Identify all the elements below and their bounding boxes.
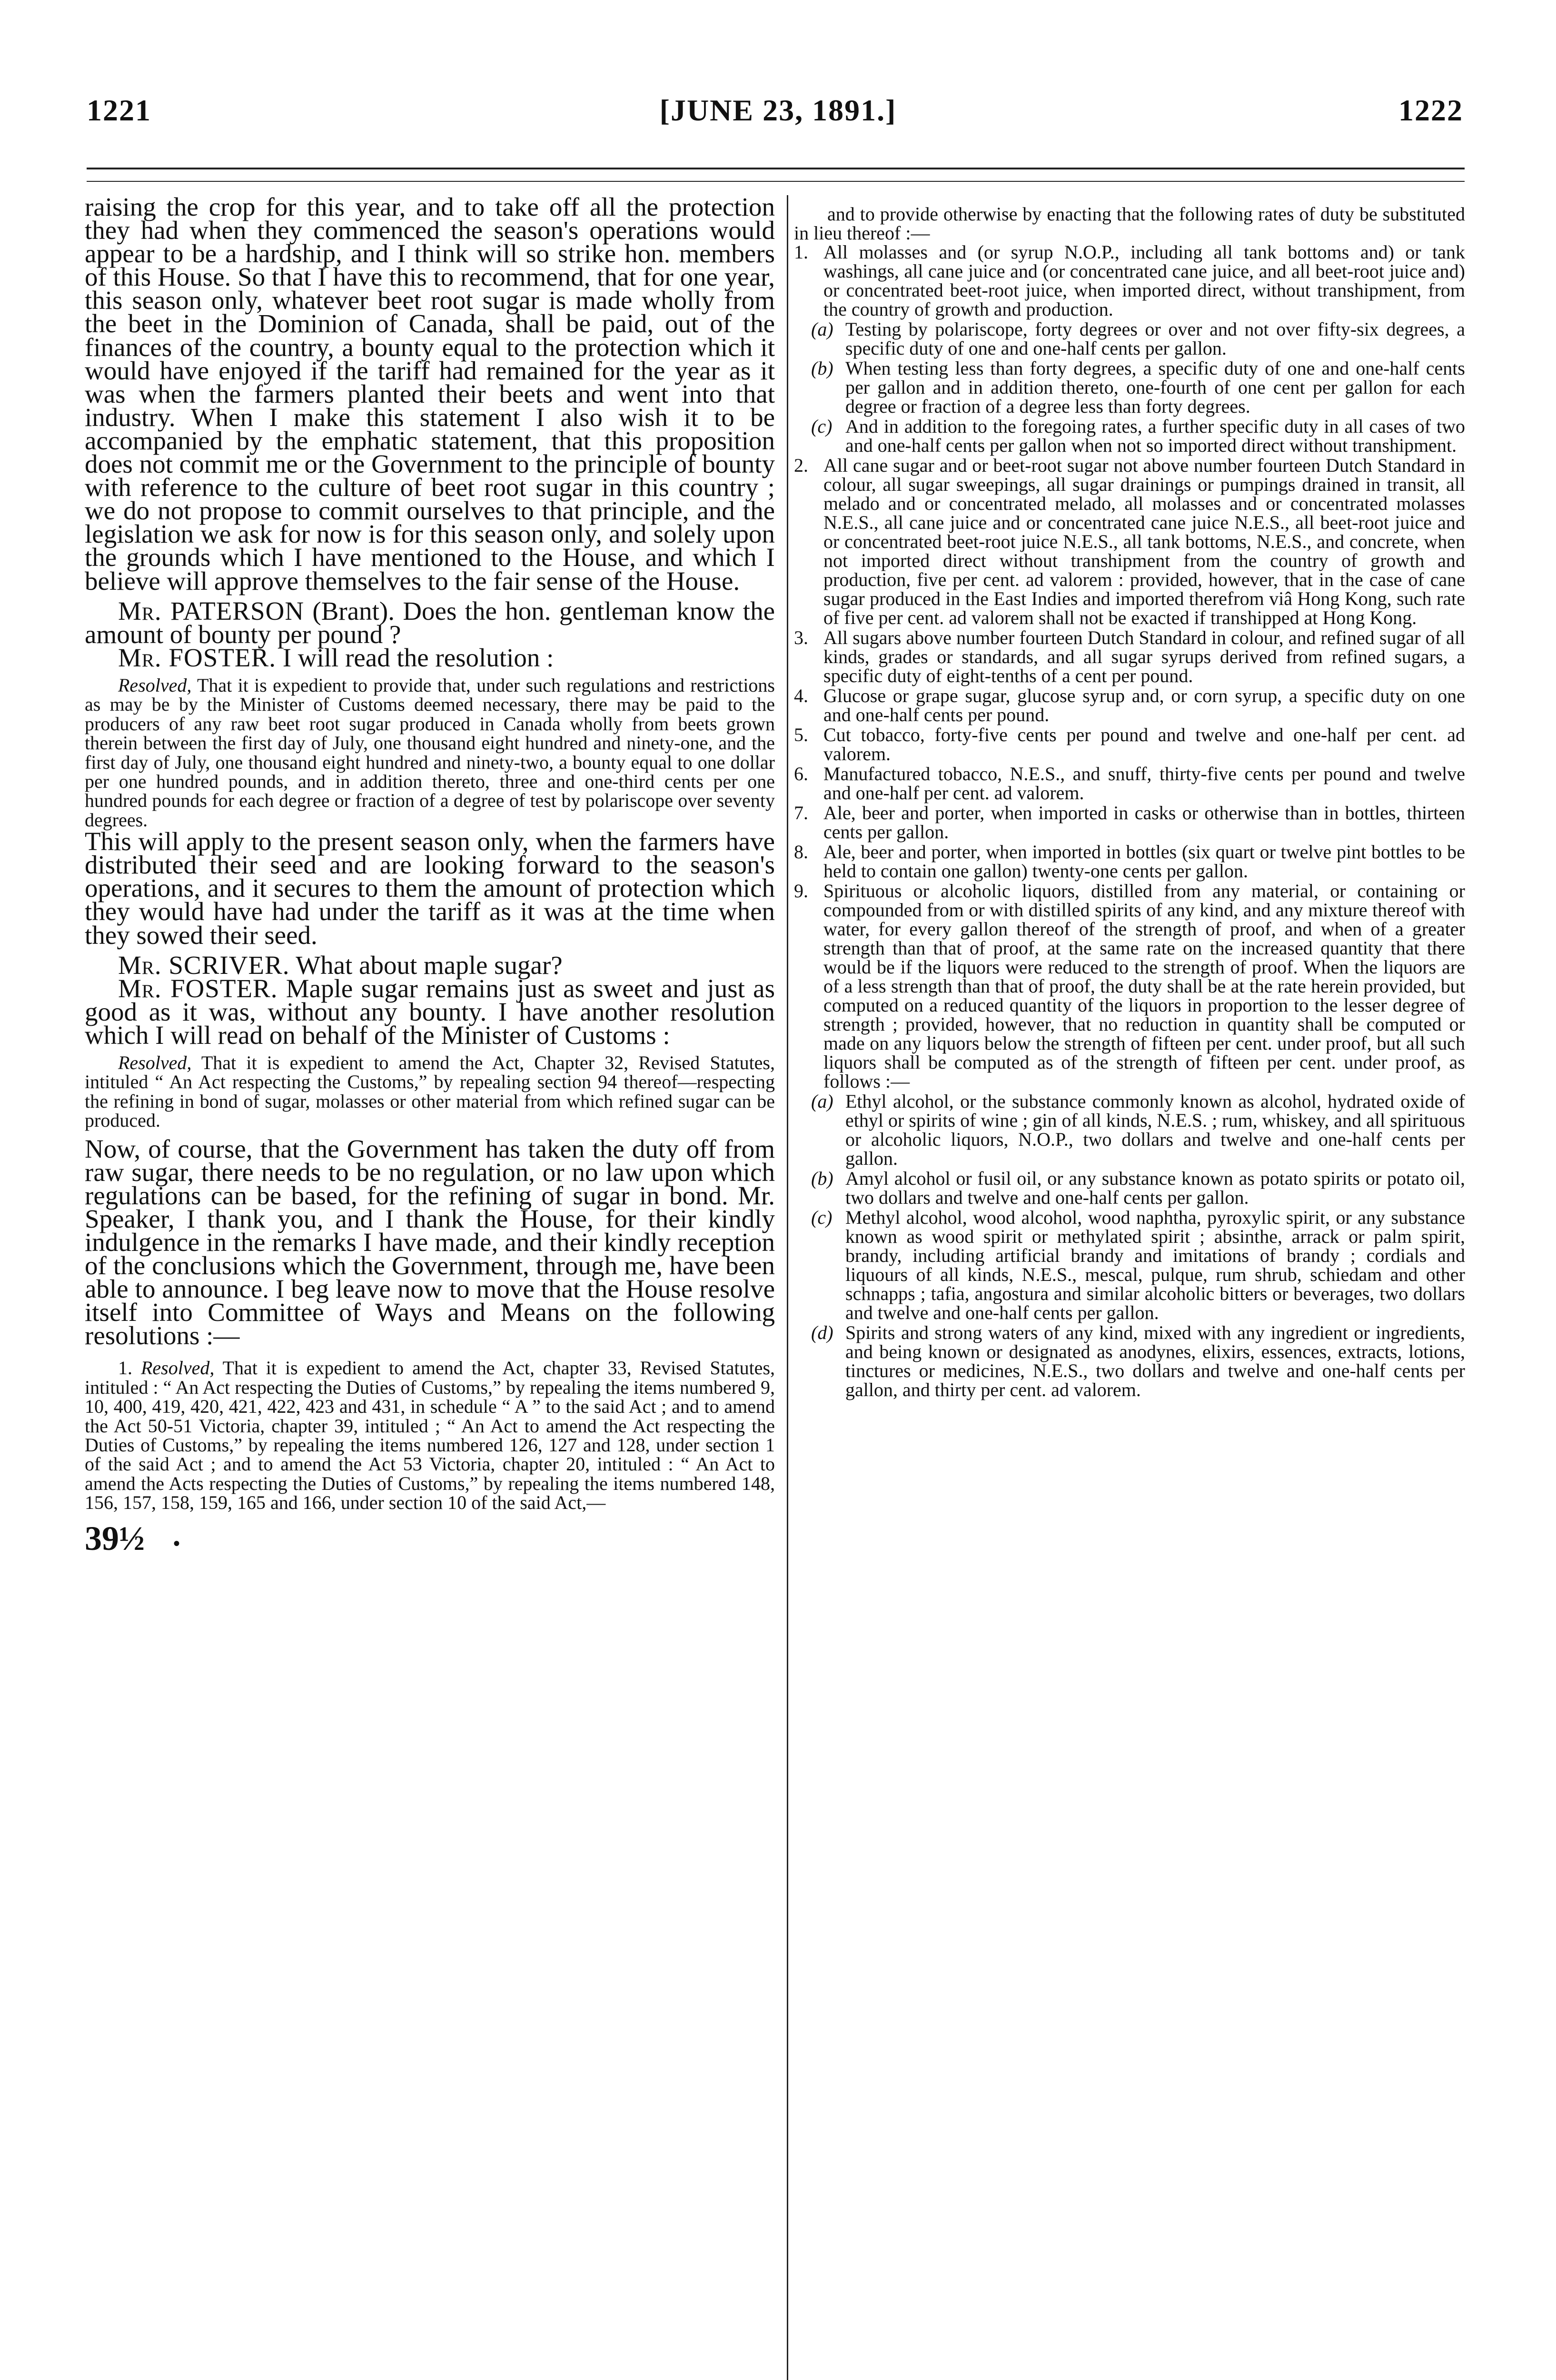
- speech-text: Maple sugar remains just as sweet and just as good as it was, without any bounty. I have another resolution which I will read on behalf of the Minister of Customs :: [85, 973, 775, 1050]
- resolution-bounty: [85, 676, 775, 830]
- resolution-customs-duties: [85, 1359, 775, 1512]
- speech-text: I will read the resolution :: [282, 643, 554, 672]
- header-rule-thin: [87, 181, 1465, 182]
- schedule-item: [794, 686, 1465, 724]
- item-number: (d): [811, 1322, 833, 1343]
- speaker-name: Mr. SCRIVER.: [118, 950, 290, 980]
- resolution-label: Resolved,: [118, 674, 192, 696]
- item-number: 3.: [794, 627, 808, 648]
- item-number: 4.: [794, 685, 808, 706]
- resolution-label: Resolved,: [118, 1051, 192, 1073]
- paragraph-bounty-proposal: raising the crop for this year, and to take off all the protection they had when they commenced the season's operations would appear to be a hardship, and I think will so strike hon. members of this House. So that I have this to recommend, that for one year, this season only, whatever beet root sugar is made wholly from the beet in the Dominion of Canada, shall be paid, out of the finances of the country, a bounty equal to the protection which it would have enjoyed if the tariff had remained for the year as it was when the farmers planted their beets and went into that industry. When I make this statement I also wish it to be accompanied by the emphatic statement, that this proposition does not commit me or the Government to the principle of bounty with reference to the culture of beet root sugar in this country ; we do not propose to commit ourselves to that principle, and the legislation we ask for now is for this season only, and solely upon the grounds which I have mentioned to the House, and which I believe will approve themselves to the fair sense of the House.: [85, 192, 775, 595]
- page-number-right: 1222: [1398, 93, 1463, 127]
- schedule-item: [794, 628, 1465, 685]
- item-text: Manufactured tobacco, N.E.S., and snuff, thirty-five cents per pound and twelve and one-half per cent. ad valorem.: [823, 763, 1465, 803]
- schedule-intro: and to provide otherwise by enacting that the following rates of duty be substituted in lieu thereof :—: [794, 203, 1465, 244]
- item-text: All sugars above number fourteen Dutch Standard in colour, and refined sugar of all kinds, grades or standards, and all sugar syrups derived from refined sugars, a specific duty of eight-tenths of a cent per pound.: [823, 627, 1465, 686]
- schedule-item: [794, 882, 1465, 1091]
- header-rule-thick: [87, 168, 1465, 169]
- item-text: And in addition to the foregoing rates, a further specific duty in all cases of two and one-half cents per gallon when not so imported direct without transhipment.: [845, 416, 1465, 456]
- item-number: 9.: [794, 880, 808, 902]
- item-text: Ale, beer and porter, when imported in casks or otherwise than in bottles, thirteen cents per gallon.: [823, 802, 1465, 843]
- speech-foster-1: [85, 643, 775, 672]
- speech-text: (Brant). Does the hon. gentleman know the amount of bounty per pound ?: [85, 596, 775, 649]
- folio-mark: [85, 1521, 775, 1556]
- left-column: [85, 192, 775, 1557]
- speech-scriver: [85, 950, 775, 980]
- folio-dot: •: [173, 1532, 180, 1554]
- item-number: (a): [811, 1091, 833, 1112]
- schedule-item: [794, 243, 1465, 319]
- item-number: 8.: [794, 841, 808, 863]
- item-number: (c): [811, 416, 833, 437]
- speech-foster-2: [85, 973, 775, 1050]
- paragraph-conclusion: Now, of course, that the Government has taken the duty off from raw sugar, there needs to be no regulation, or no law upon which regulations can be based, for the refining of sugar in bond. Mr. Speaker, I thank you, and I thank the House, for their kindly indulgence in the remarks I have made, and their kindly reception of the conclusions which the Government, through me, have been able to announce. I beg leave now to move that the House resolve itself into Committee of Ways and Means on the following resolutions :—: [85, 1134, 775, 1350]
- speech-paterson: [85, 596, 775, 649]
- speaker-name: Mr. PATERSON: [118, 596, 305, 625]
- duty-schedule-list: [794, 243, 1465, 1399]
- item-text: All molasses and (or syrup N.O.P., including all tank bottoms and) or tank washings, all cane juice and (or concentrated cane juice, and all beet-root juice and) or concentrated beet-root juice, when imported direct, without transhipment, from the country of growth and production.: [823, 241, 1465, 320]
- item-number: (b): [811, 357, 833, 379]
- item-number: 5.: [794, 724, 808, 745]
- schedule-item: [794, 843, 1465, 881]
- schedule-subitem: [794, 1092, 1465, 1168]
- schedule-subitem: [794, 320, 1465, 358]
- schedule-item: [794, 764, 1465, 803]
- item-text: Testing by polariscope, forty degrees or over and not over fifty-six degrees, a specific duty of one and one-half cents per gallon.: [845, 318, 1465, 359]
- schedule-subitem: [794, 1169, 1465, 1207]
- page-number-left: 1221: [87, 93, 151, 127]
- resolution-number: 1.: [118, 1357, 132, 1379]
- item-number: 6.: [794, 763, 808, 784]
- item-number: 2.: [794, 455, 808, 476]
- resolution-text: That it is expedient to provide that, under such regulations and restrictions as may be by the Minister of Customs deemed necessary, there may be paid to the producers of any raw beet root sugar produced in Canada wholly from beets grown therein between the first day of July, one thousand eight hundred and ninety-one, and the first day of July, one thousand eight hundred and ninety-two, a bounty equal to one dollar per one hundred pounds, and in addition thereto, three and one-third cents per one hundred pounds for each degree or fraction of a degree of test by polariscope over seventy degrees.: [85, 674, 775, 831]
- item-text: Spirits and strong waters of any kind, mixed with any ingredient or ingredients, and being known or designated as anodynes, elixirs, essences, extracts, lotions, tinctures or medicines, N.E.S., two dollars and twelve and one-half cents per gallon, and thirty per cent. ad valorem.: [845, 1322, 1465, 1400]
- resolution-text: That it is expedient to amend the Act, Chapter 32, Revised Statutes, intituled “ An Act respecting the Customs,” by repealing section 94 thereof—respecting the refining in bond of sugar, molasses or other material from which refined sugar can be produced.: [85, 1051, 775, 1131]
- item-number: (a): [811, 318, 833, 340]
- resolution-refining: [85, 1053, 775, 1130]
- item-number: 7.: [794, 802, 808, 823]
- schedule-item: [794, 725, 1465, 764]
- paragraph-season: This will apply to the present season only, when the farmers have distributed their seed and are looking forward to the season's operations, and it secures to them the amount of protection which they would have had under the tariff as it was at the time when they sowed their seed.: [85, 827, 775, 950]
- speaker-name: Mr. FOSTER.: [118, 973, 278, 1003]
- column-divider: [787, 195, 788, 2380]
- schedule-subitem: [794, 1323, 1465, 1399]
- right-column: [794, 205, 1465, 1400]
- item-text: All cane sugar and or beet-root sugar not above number fourteen Dutch Standard in colour, all sugar sweepings, all sugar drainings or pumpings drained in transit, all melado and or concentrated melado, all molasses and or concentrated molasses N.E.S., all cane juice and or concentrated cane juice N.E.S., all beet-root juice and or concentrated beet-root juice N.E.S., all tank bottoms, N.E.S., and concrete, when not imported direct without transhipment from the country of growth and production, five per cent. ad valorem : provided, however, that in the case of cane sugar produced in the East Indies and imported therefrom viâ Hong Kong, such rate of five per cent. ad valorem shall not be exacted if transhipped at Hong Kong.: [823, 455, 1465, 628]
- speaker-name: Mr. FOSTER.: [118, 643, 276, 672]
- page-header: [0, 0, 1556, 171]
- schedule-item: [794, 456, 1465, 627]
- item-text: Glucose or grape sugar, glucose syrup and, or corn syrup, a specific duty on one and one-half cents per pound.: [823, 685, 1465, 725]
- item-text: Spirituous or alcoholic liquors, distilled from any material, or containing or compounded from or with distilled spirits of any kind, and any mixture thereof with water, for every gallon thereof of the strength of proof, and when of a greater strength than that of proof, at the same rate on the increased quantity that there would be if the liquors were reduced to the strength of proof. When the liquors are of a less strength than that of proof, the duty shall be at the rate herein provided, but computed on a reduced quantity of the liquors in proportion to the lesser degree of strength ; provided, however, that no reduction in quantity shall be computed or made on any liquors below the strength of fifteen per cent. under proof, but all such liquors shall be computed as of the strength of fifteen per cent. under proof, as follows :—: [823, 880, 1465, 1092]
- item-text: Ethyl alcohol, or the substance commonly known as alcohol, hydrated oxide of ethyl or spirits of wine ; gin of all kinds, N.E.S. ; rum, whiskey, and all spirituous or alcoholic liquors, N.O.P., two dollars and twelve and one-half cents per gallon.: [845, 1091, 1465, 1169]
- item-number: (b): [811, 1168, 833, 1189]
- item-text: Amyl alcohol or fusil oil, or any substance known as potato spirits or potato oil, two dollars and twelve and one-half cents per gallon.: [845, 1168, 1465, 1208]
- schedule-item: [794, 803, 1465, 842]
- speech-text: What about maple sugar?: [296, 950, 563, 980]
- item-text: Ale, beer and porter, when imported in bottles (six quart or twelve pint bottles to be held to contain one gallon) twenty-one cents per gallon.: [823, 841, 1465, 882]
- item-text: When testing less than forty degrees, a specific duty of one and one-half cents per gallon and in addition thereto, one-fourth of one cent per gallon for each degree or fraction of a degree less than forty degrees.: [845, 357, 1465, 417]
- item-number: 1.: [794, 241, 808, 263]
- schedule-subitem: [794, 1208, 1465, 1322]
- folio-number: 39½: [85, 1519, 145, 1557]
- schedule-subitem: [794, 417, 1465, 455]
- item-text: Methyl alcohol, wood alcohol, wood naphtha, pyroxylic spirit, or any substance known as wood spirit or methylated spirit ; absinthe, arrack or palm spirit, brandy, including artificial brandy and imitations of brandy ; cordials and liquours of all kinds, N.E.S., mescal, pulque, rum shrub, schiedam and other schnapps ; tafia, angostura and similar alcoholic bitters or beverages, two dollars and twelve and one-half cents per gallon.: [845, 1207, 1465, 1323]
- resolution-text: That it is expedient to amend the Act, chapter 33, Revised Statutes, intituled : “ An Act respecting the Duties of Customs,” by repealing the items numbered 9, 10, 400, 419, 420, 421, 422, 423 and 431, in schedule “ A ” to the said Act ; and to amend the Act 50-51 Victoria, chapter 39, intituled ; “ An Act to amend the Act respecting the Duties of Customs,” by repealing the items numbered 126, 127 and 128, under section 1 of the said Act ; and to amend the Act 53 Victoria, chapter 20, intituled : “ An Act to amend the Acts respecting the Duties of Customs,” by repealing the items numbered 148, 156, 157, 158, 159, 165 and 166, under section 10 of the said Act,—: [85, 1357, 775, 1514]
- item-text: Cut tobacco, forty-five cents per pound and twelve and one-half per cent. ad valorem.: [823, 724, 1465, 764]
- item-number: (c): [811, 1207, 833, 1228]
- resolution-label: Resolved,: [140, 1357, 215, 1379]
- schedule-subitem: [794, 359, 1465, 416]
- page-date: [JUNE 23, 1891.]: [659, 93, 897, 127]
